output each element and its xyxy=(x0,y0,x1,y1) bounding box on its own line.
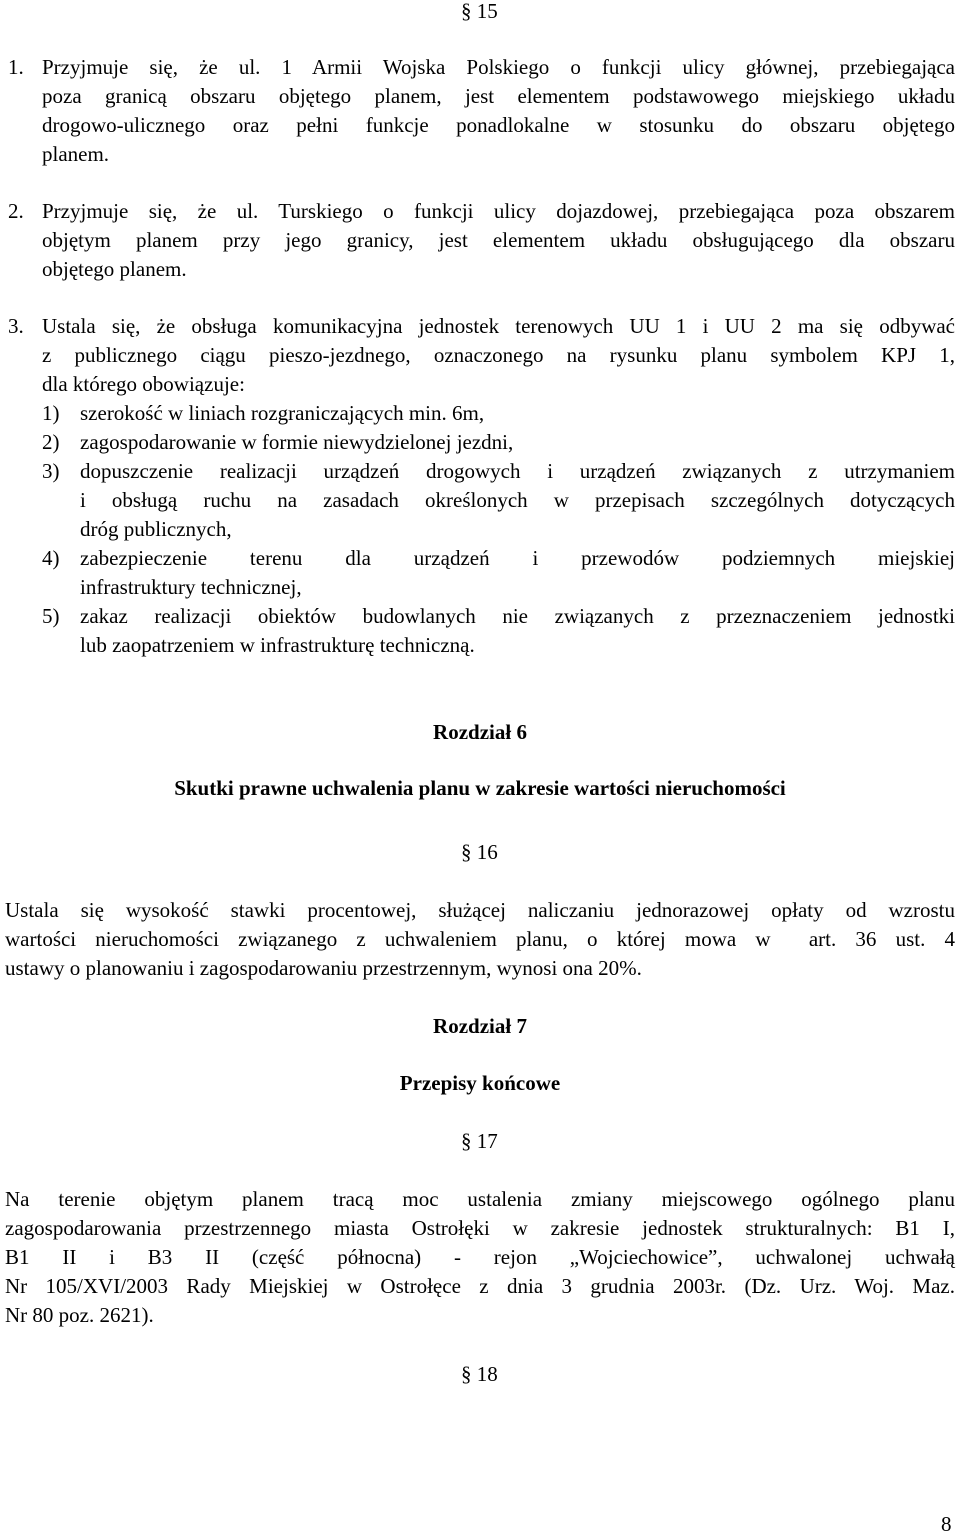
subitem-number: 4) xyxy=(42,546,60,570)
paragraph-line: Przyjmuje się, że ul. Turskiego o funkcji ulicy dojazdowej, przebiegająca poza obszarem xyxy=(42,199,955,223)
item-number: 3. xyxy=(8,314,24,338)
section-15-heading: § 15 xyxy=(461,0,498,23)
subitem-line: infrastruktury technicznej, xyxy=(80,575,302,599)
section-16-heading: § 16 xyxy=(461,840,498,864)
subitem-number: 1) xyxy=(42,401,60,425)
subitem-number: 5) xyxy=(42,604,60,628)
section-17-heading: § 17 xyxy=(461,1129,498,1153)
chapter-7-title: Rozdział 7 xyxy=(433,1014,527,1038)
paragraph-line: dla którego obowiązuje: xyxy=(42,372,245,396)
paragraph-line: Ustala się, że obsługa komunikacyjna jednostek terenowych UU 1 i UU 2 ma się odbywać xyxy=(42,314,955,338)
paragraph-line: Ustala się wysokość stawki procentowej, służącej naliczaniu jednorazowej opłaty od wzrostu xyxy=(5,898,955,922)
paragraph-line: z publicznego ciągu pieszo-jezdnego, oznaczonego na rysunku planu symbolem KPJ 1, xyxy=(42,343,955,367)
paragraph-line: wartości nieruchomości związanego z uchwaleniem planu, o której mowa w art. 36 ust. 4 xyxy=(5,927,955,951)
paragraph-line: objętego planem. xyxy=(42,257,187,281)
paragraph-line: Przyjmuje się, że ul. 1 Armii Wojska Polskiego o funkcji ulicy głównej, przebiegająca xyxy=(42,55,955,79)
subitem-line: i obsługą ruchu na zasadach określonych w przepisach szczególnych dotyczących xyxy=(80,488,955,512)
subitem-line: zagospodarowanie w formie niewydzielonej jezdni, xyxy=(80,430,514,454)
item-number: 1. xyxy=(8,55,24,79)
subitem-line: lub zaopatrzeniem w infrastrukturę techniczną. xyxy=(80,633,475,657)
section-18-heading: § 18 xyxy=(461,1362,498,1386)
paragraph-line: Nr 80 poz. 2621). xyxy=(5,1303,154,1327)
paragraph-line: Na terenie objętym planem tracą moc ustalenia zmiany miejscowego ogólnego planu xyxy=(5,1187,955,1211)
subitem-line: dróg publicznych, xyxy=(80,517,232,541)
page-number: 8 xyxy=(941,1512,952,1536)
paragraph-line: zagospodarowania przestrzennego miasta Ostrołęki w zakresie jednostek strukturalnych: B1 I, xyxy=(5,1216,955,1240)
paragraph-line: poza granicą obszaru objętego planem, jest elementem podstawowego miejskiego układu xyxy=(42,84,955,108)
subitem-line: zakaz realizacji obiektów budowlanych nie związanych z przeznaczeniem jednostki xyxy=(80,604,955,628)
subitem-line: dopuszczenie realizacji urządzeń drogowych i urządzeń związanych z utrzymaniem xyxy=(80,459,955,483)
paragraph-line: Nr 105/XVI/2003 Rady Miejskiej w Ostrołęce z dnia 3 grudnia 2003r. (Dz. Urz. Woj. Maz. xyxy=(5,1274,955,1298)
chapter-7-subtitle: Przepisy końcowe xyxy=(399,1071,561,1095)
paragraph-line: drogowo-ulicznego oraz pełni funkcje ponadlokalne w stosunku do obszaru objętego xyxy=(42,113,955,137)
paragraph-line: objętym planem przy jego granicy, jest elementem układu obsługującego dla obszaru xyxy=(42,228,955,252)
subitem-line: szerokość w liniach rozgraniczających min. 6m, xyxy=(80,401,485,425)
subitem-number: 2) xyxy=(42,430,60,454)
paragraph-line: B1 II i B3 II (część północna) - rejon „Wojciechowice”, uchwalonej uchwałą xyxy=(5,1245,955,1269)
chapter-6-title: Rozdział 6 xyxy=(433,720,527,744)
chapter-6-subtitle: Skutki prawne uchwalenia planu w zakresie wartości nieruchomości xyxy=(174,776,786,800)
subitem-line: zabezpieczenie terenu dla urządzeń i przewodów podziemnych miejskiej xyxy=(80,546,955,570)
paragraph-line: ustawy o planowaniu i zagospodarowaniu przestrzennym, wynosi ona 20%. xyxy=(5,956,642,980)
paragraph-line: planem. xyxy=(42,142,110,166)
subitem-number: 3) xyxy=(42,459,60,483)
item-number: 2. xyxy=(8,199,24,223)
